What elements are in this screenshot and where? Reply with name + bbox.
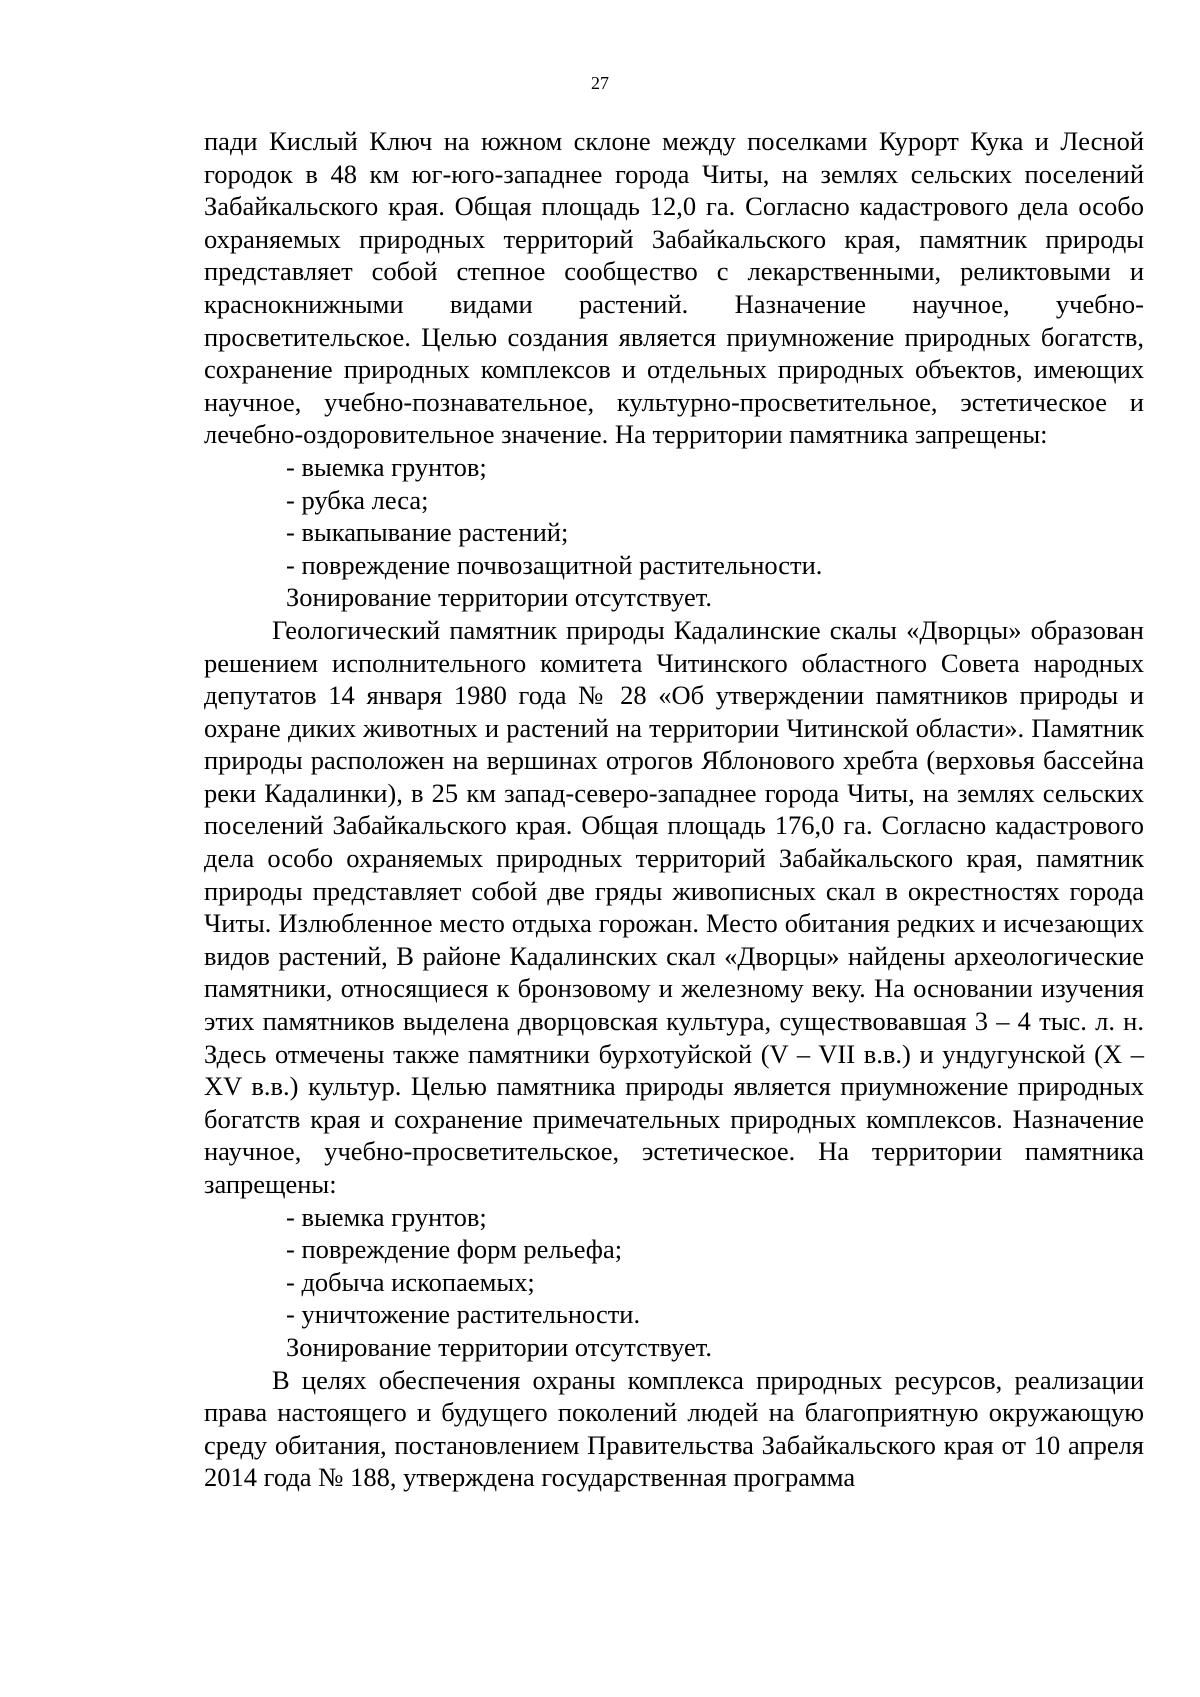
paragraph-kadalinskie-skaly: Геологический памятник природы Кадалинские скалы «Дворцы» образован решением исполнительного комитета Читинского областного Совета народных депутатов 14 января 1980 года № 28 «Об утверждении памятников природы и охране диких животных и растений на территории Читинской области». Памятник природы расположен на вершинах отрогов Яблонового хребта (верховья бассейна реки Кадалинки), в 25 км запад-северо-западнее города Читы, на землях сельских поселений Забайкальского края. Общая площадь 176,0 га. Согласно кадастрового дела особо охраняемых природных территорий Забайкальского края, памятник природы представляет собой две гряды живописных скал в окрестностях города Читы. Излюбленное место отдыха горожан. Место обитания редких и исчезающих видов растений, В районе Кадалинских скал «Дворцы» найдены археологические памятники, относящиеся к бронзовому и железному веку. На основании изучения этих памятников выделена дворцовская культура, существовавшая 3 – 4 тыс. л. н. Здесь отмечены также памятники бурхотуйской (V – VII в.в.) и ундугунской (X – XV в.в.) культур. Целью памятника природы является приумножение природных богатств края и сохранение примечательных природных комплексов. Назначение научное, учебно-просветительское, эстетическое. На территории памятника запрещены: <box>204 614 1144 1199</box>
list-item: - уничтожение растительности. <box>286 1299 641 1330</box>
zoning-note: Зонирование территории отсутствует. <box>286 1331 713 1362</box>
list-item: - повреждение форм рельефа; <box>286 1234 623 1265</box>
prohibitions-list-kisly-klyuch <box>204 451 1144 581</box>
prohibitions-list-kadalinskie-skaly <box>204 1201 1144 1331</box>
list-item: - повреждение почвозащитной растительности. <box>286 549 823 580</box>
zoning-note: Зонирование территории отсутствует. <box>286 582 713 613</box>
list-item: - добыча ископаемых; <box>286 1266 535 1297</box>
list-item: - рубка леса; <box>286 484 429 515</box>
paragraph-state-program: В целях обеспечения охраны комплекса природных ресурсов, реализации права настоящего и будущего поколений людей на благоприятную окружающую среду обитания, постановлением Правительства Забайкальского края от 10 апреля 2014 года № 188, утверждена государственная программа <box>204 1364 1144 1493</box>
paragraph-kisly-klyuch: пади Кислый Ключ на южном склоне между поселками Курорт Кука и Лесной городок в 48 км юг-юго-западнее города Читы, на землях сельских поселений Забайкальского края. Общая площадь 12,0 га. Согласно кадастрового дела особо охраняемых природных территорий Забайкальского края, памятник природы представляет собой степное сообщество с лекарственными, реликтовыми и краснокнижными видами растений. Назначение научное, учебно-просветительское. Целью создания является приумножение природных богатств, сохранение природных комплексов и отдельных природных объектов, имеющих научное, учебно-познавательное, культурно-просветительное, эстетическое и лечебно-оздоровительное значение. На территории памятника запрещены: <box>204 126 1144 450</box>
page-number: 27 <box>591 73 609 93</box>
list-item: - выемка грунтов; <box>286 451 487 482</box>
document-body <box>204 125 1144 1494</box>
list-item: - выкапывание растений; <box>286 517 569 548</box>
list-item: - выемка грунтов; <box>286 1201 487 1232</box>
